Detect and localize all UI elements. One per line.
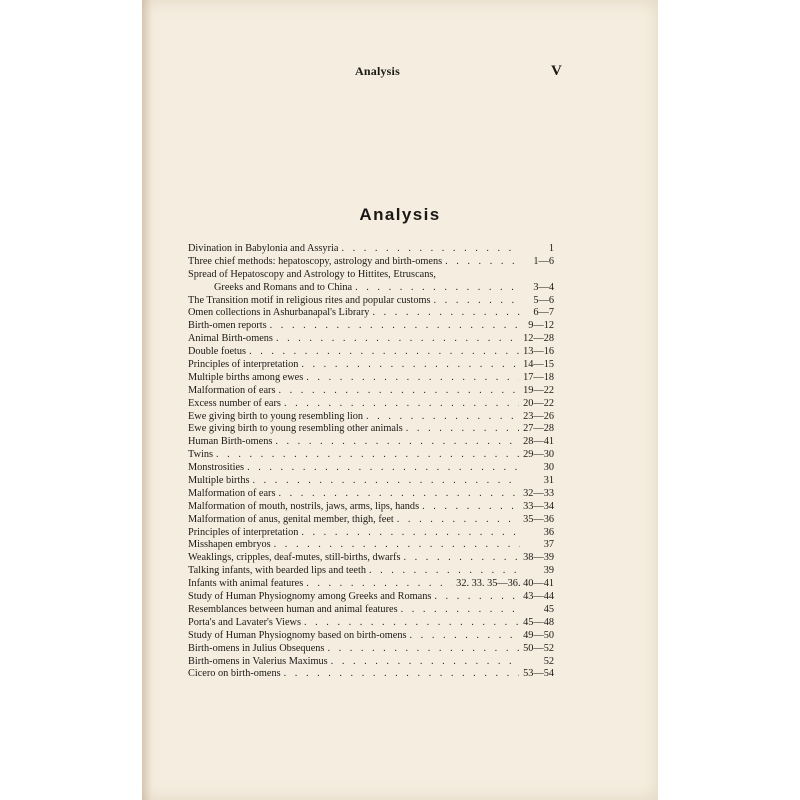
toc-entry-text: Birth-omens in Valerius Maximus <box>188 655 328 667</box>
dot-leader <box>253 475 521 488</box>
dot-leader <box>404 552 520 565</box>
toc-entry-pages: 17—18 <box>523 371 554 383</box>
toc-entry-text: Weaklings, cripples, deaf-mutes, still-births, dwarfs <box>188 552 401 564</box>
toc-entry-text: The Transition motif in religious rites and popular customs <box>188 294 431 306</box>
toc-entry <box>188 346 554 359</box>
toc-entry-text: Malformation of anus, genital member, thigh, feet <box>188 513 394 525</box>
toc-entry-pages: 36 <box>543 526 554 538</box>
toc-entry-text: Animal Birth-omens <box>188 333 273 345</box>
toc-entry-text: Resemblances between human and animal features <box>188 603 398 615</box>
dot-leader <box>331 656 520 669</box>
toc-entry-text: Malformation of ears <box>188 384 276 396</box>
toc-entry <box>188 359 554 372</box>
toc-entry-pages: 49—50 <box>523 629 554 641</box>
dot-leader <box>434 295 520 308</box>
toc-entry-pages: 32. 33. 35—36. 40—41 <box>456 578 554 590</box>
dot-leader <box>366 411 519 424</box>
toc-entry-text: Malformation of ears <box>188 487 276 499</box>
toc-entry-pages: 19—22 <box>523 384 554 396</box>
toc-entry <box>188 398 554 411</box>
dot-leader <box>327 643 519 656</box>
toc-entry-text: Ewe giving birth to young resembling lion <box>188 410 364 422</box>
toc-entry <box>188 423 554 436</box>
toc-entry <box>188 630 554 643</box>
toc-entry <box>188 333 554 346</box>
toc-entry <box>188 591 554 604</box>
toc-entry-text: Birth-omen reports <box>188 320 267 332</box>
toc-entry-text: Double foetus <box>188 346 247 358</box>
toc-entry-text: Malformation of mouth, nostrils, jaws, arms, lips, hands <box>188 500 420 512</box>
toc-entry <box>188 643 554 656</box>
dot-leader <box>401 604 520 617</box>
toc-entry-text: Talking infants, with bearded lips and teeth <box>188 565 366 577</box>
toc-entry <box>188 243 554 256</box>
toc-entry-pages: 31 <box>543 475 554 487</box>
running-head: Analysis <box>355 64 400 78</box>
toc-entry <box>188 501 554 514</box>
toc-entry-text: Omen collections in Ashurbanapal's Library <box>188 307 370 319</box>
page-title: Analysis <box>359 205 441 224</box>
dot-leader <box>306 372 519 385</box>
toc-entry-pages: 38—39 <box>523 552 554 564</box>
toc-entry-text: Multiple births <box>188 475 250 487</box>
toc-entry-pages: 53—54 <box>523 668 554 680</box>
dot-leader <box>369 565 520 578</box>
toc-entry-pages: 5—6 <box>533 294 554 306</box>
toc-entry-pages: 6—7 <box>533 307 554 319</box>
toc-entry-pages: 35—36 <box>523 513 554 525</box>
table-of-contents <box>188 243 554 681</box>
dot-leader <box>275 436 519 449</box>
toc-entry-text: Spread of Hepatoscopy and Astrology to Hittites, Etruscans, <box>188 268 436 280</box>
toc-entry-text: Porta's and Lavater's Views <box>188 616 301 628</box>
toc-entry-text: Multiple births among ewes <box>188 371 304 383</box>
toc-entry-pages: 14—15 <box>523 359 554 371</box>
toc-entry-text: Divination in Babylonia and Assyria <box>188 243 339 254</box>
toc-entry-pages: 43—44 <box>523 591 554 603</box>
toc-entry <box>188 656 554 669</box>
dot-leader <box>397 514 519 527</box>
toc-entry-text: Ewe giving birth to young resembling other animals <box>188 423 403 435</box>
dot-leader <box>279 488 520 501</box>
toc-entry-pages: 45 <box>543 603 554 615</box>
toc-entry <box>188 604 554 617</box>
toc-entry <box>188 436 554 449</box>
dot-leader <box>274 539 520 552</box>
dot-leader <box>306 578 452 591</box>
toc-entry <box>188 282 554 295</box>
toc-entry-text: Principles of interpretation <box>188 526 299 538</box>
toc-entry-text: Cicero on birth-omens <box>188 668 281 680</box>
toc-entry <box>188 462 554 475</box>
toc-entry-pages: 52 <box>543 655 554 667</box>
toc-entry-pages: 28—41 <box>523 436 554 448</box>
dot-leader <box>406 423 519 436</box>
toc-entry-pages: 23—26 <box>523 410 554 422</box>
toc-entry-text: Infants with animal features <box>188 578 304 590</box>
toc-entry <box>188 552 554 565</box>
toc-entry-pages: 13—16 <box>523 346 554 358</box>
toc-entry <box>188 617 554 630</box>
dot-leader <box>279 385 520 398</box>
toc-entry <box>188 256 554 269</box>
toc-entry-pages: 30 <box>543 462 554 474</box>
toc-entry-text: Excess number of ears <box>188 397 281 409</box>
toc-entry <box>188 269 554 282</box>
dot-leader <box>410 630 520 643</box>
dot-leader <box>284 668 519 681</box>
toc-entry-pages: 29—30 <box>523 449 554 461</box>
dot-leader <box>270 320 520 333</box>
toc-entry <box>188 385 554 398</box>
toc-entry-pages: 39 <box>543 565 554 577</box>
toc-entry-text: Birth-omens in Julius Obsequens <box>188 642 325 654</box>
toc-entry-pages: 27—28 <box>523 423 554 435</box>
toc-entry <box>188 449 554 462</box>
toc-entry <box>188 578 554 591</box>
dot-leader <box>301 527 520 540</box>
page-number: V <box>551 63 562 79</box>
toc-entry-text: Study of Human Physiognomy among Greeks and Romans <box>188 591 432 603</box>
toc-entry-text: Greeks and Romans and to China <box>214 281 353 293</box>
dot-leader <box>249 346 519 359</box>
dot-leader <box>445 256 520 269</box>
toc-entry-text: Principles of interpretation <box>188 359 299 371</box>
toc-entry-pages: 3—4 <box>533 281 554 293</box>
toc-entry-text: Three chief methods: hepatoscopy, astrology and birth-omens <box>188 255 443 267</box>
toc-entry <box>188 295 554 308</box>
toc-entry-pages: 50—52 <box>523 642 554 654</box>
dot-leader <box>284 398 519 411</box>
toc-entry-text: Study of Human Physiognomy based on birth-omens <box>188 629 407 641</box>
dot-leader <box>216 449 519 462</box>
dot-leader <box>372 307 520 320</box>
toc-entry <box>188 307 554 320</box>
toc-entry <box>188 411 554 424</box>
toc-entry-text: Human Birth-omens <box>188 436 273 448</box>
toc-entry-pages: 32—33 <box>523 487 554 499</box>
dot-leader <box>304 617 519 630</box>
toc-entry-pages: 37 <box>543 539 554 551</box>
toc-entry-pages: 12—28 <box>523 333 554 345</box>
toc-entry <box>188 514 554 527</box>
toc-entry-text: Misshapen embryos <box>188 539 271 551</box>
page-gutter-shadow <box>142 0 152 800</box>
toc-entry <box>188 475 554 488</box>
toc-entry-pages: 33—34 <box>523 500 554 512</box>
toc-entry <box>188 539 554 552</box>
toc-entry <box>188 668 554 681</box>
toc-entry <box>188 488 554 501</box>
toc-entry-pages: 1 <box>548 243 554 254</box>
dot-leader <box>422 501 519 514</box>
dot-leader <box>434 591 519 604</box>
toc-entry-pages: 1—6 <box>533 255 554 267</box>
dot-leader <box>341 243 520 256</box>
toc-entry <box>188 565 554 578</box>
dot-leader <box>247 462 520 475</box>
toc-entry-pages: 20—22 <box>523 397 554 409</box>
toc-entry-pages: 9—12 <box>528 320 554 332</box>
toc-entry <box>188 372 554 385</box>
toc-entry <box>188 320 554 333</box>
toc-entry <box>188 527 554 540</box>
toc-entry-text: Monstrosities <box>188 462 245 474</box>
dot-leader <box>276 333 519 346</box>
dot-leader <box>301 359 519 372</box>
dot-leader <box>355 282 520 295</box>
toc-entry-pages: 45—48 <box>523 616 554 628</box>
toc-entry-text: Twins <box>188 449 214 461</box>
